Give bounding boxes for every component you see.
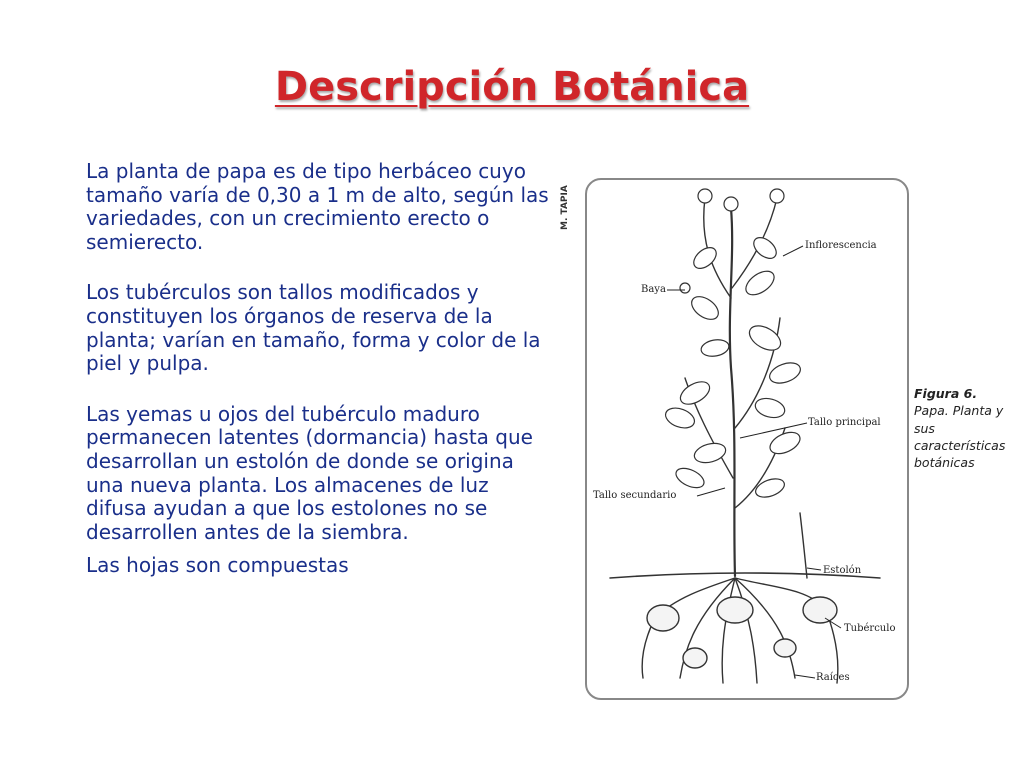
label-inflorescencia: Inflorescencia <box>805 240 877 251</box>
potato-plant-illustration <box>585 178 905 696</box>
paragraph-buds: Las yemas u ojos del tubérculo maduro permanecen latentes (dormancia) hasta que desarrollan un estolón de donde se origina una nueva planta. Los almacenes de luz difusa ayudan a que los estolones no se desarrollen antes de la siembra. <box>86 401 533 544</box>
paragraph-plant-size: La planta de papa es de tipo herbáceo cuyo tamaño varía de 0,30 a 1 m de alto, según las variedades, con un crecimiento erecto o semierecto. <box>86 159 549 254</box>
label-baya: Baya <box>641 284 666 295</box>
label-tuberculo: Tubérculo <box>844 623 896 634</box>
body-text <box>86 160 552 605</box>
caption-text: Papa. Planta y sus características botánicas <box>914 403 1006 470</box>
paragraph-leaves: Las hojas son compuestas <box>86 553 349 578</box>
label-tallo-secundario: Tallo secundario <box>593 490 677 501</box>
paragraph-tubers: Los tubérculos son tallos modificados y constituyen los órganos de reserva de la planta; varían en tamaño, forma y color de la piel y pulpa. <box>86 280 541 376</box>
slide-title: Descripción Botánica <box>274 64 750 110</box>
label-tallo-principal: Tallo principal <box>808 417 881 428</box>
label-raices: Raíces <box>816 672 850 683</box>
photographer-credit: M. TAPIA <box>560 185 570 230</box>
label-estolon: Estolón <box>823 565 862 576</box>
caption-number: Figura 6. <box>914 386 978 401</box>
figure-caption <box>914 385 1014 471</box>
